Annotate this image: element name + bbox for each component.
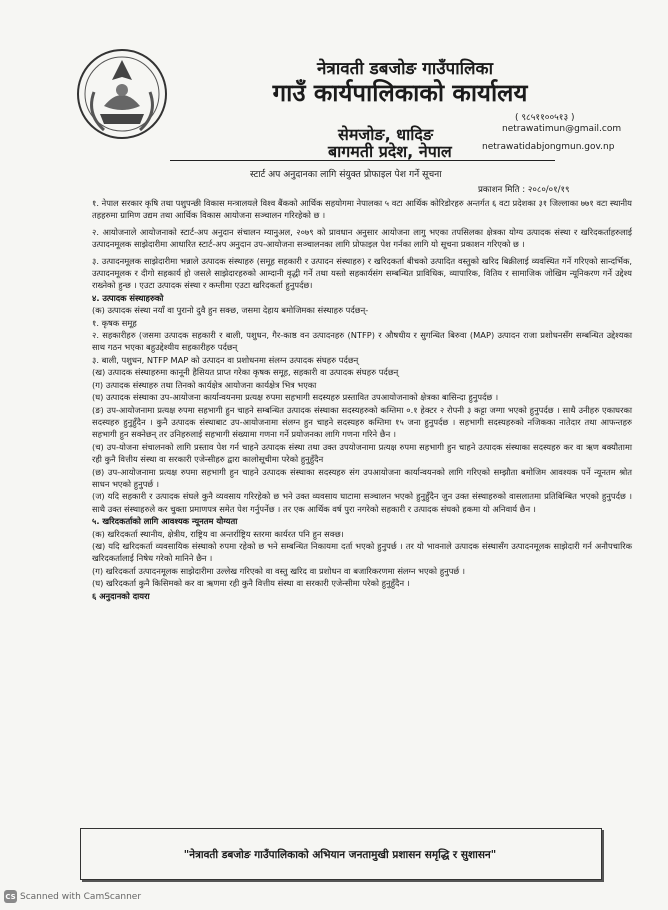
office-title: गाउँ कार्यपालिकाको कार्यालय <box>272 79 528 107</box>
camscanner-logo-icon: CS <box>4 890 17 903</box>
list-item: ३. बाली, पशुधन, NTFP MAP को उत्पादन वा प्रशोधनमा संलग्न उत्पादक संघहरु पर्दछन् <box>92 354 359 365</box>
paragraph: (ग) उत्पादक संस्थाहरु तथा तिनको कार्यक्षेत्र आयोजना कार्यक्षेत्र भित्र भएका <box>92 379 317 390</box>
scanner-text: Scanned with CamScanner <box>20 891 142 902</box>
publication-date: प्रकाशन मिति : २०८०/०१/१९ <box>478 185 570 195</box>
paragraph: (क) उत्पादक संस्था नयाँ वा पुरानो दुवै हुन सक्छ, जसमा देहाय बमोजिमका संस्थाहरु पर्दछन्- <box>92 305 369 316</box>
section-heading: ४. उत्पादक संस्थाहरुको <box>92 292 164 303</box>
paragraph: (ङ) उप-आयोजनामा प्रत्यक्ष रुपमा सहभागी हुन चाहने सम्बन्धित उत्पादक संस्थाका सदस्यहरुको कम्तिमा ०.१ हेक्टर २ रोपनी ३ कट्टा जग्गा भएको हुनुपर्दछ । साथै उनीहरु एकाघरका सदस्यहरु हुनुहुँदैन । कुनै उत्पादक संस्थाबाट उप-आयोजनामा संलग्न हुन चाहने सदस्यहरु कम्तिमा १५ जना हुनुपर्दछ । सहभागी सदस्यहरुको नजिकका नातेदार तथा आफन्तहरु सहभागी हुन सक्नेछन् तर उनिहरुलाई सहभागी संख्यामा गणना गर्ने प्रयोजनका लागि गणना गरिने छैन । <box>92 404 632 440</box>
slogan-text: "नेत्रावती डबजोङ गाउँपालिकाको अभियान जनतामुखी प्रशासन समृद्धि र सुशासन" <box>183 849 497 861</box>
office-location: सेमजोङ, धादिङ <box>338 125 434 144</box>
paragraph: १. नेपाल सरकार कृषि तथा पशुपन्छी विकास मन्त्रालयले विश्व बैंकको आर्थिक सहयोगमा नेपालका ५ वटा आर्थिक कोरिडोरहरु अन्तर्गत ६ वटा प्रदेशका ३१ जिल्लाका ७७१ वटा स्थानीय तहहरुमा ग्रामिण उद्यम तथा आर्थिक विकास आयोजना सञ्चालन गरिरहेको छ । <box>92 198 632 221</box>
nepal-emblem-icon <box>74 44 170 142</box>
website-address: netrawatidabjongmun.gov.np <box>482 142 615 152</box>
paragraph: (क) खरिदकर्ता स्थानीय, क्षेत्रीय, राष्ट्रिय वा अन्तर्राष्ट्रिय स्तरमा कार्यरत पनि हुन सक्छ। <box>92 528 344 539</box>
paragraph: (ग) खरिदकर्ता उत्पादनमूलक साझेदारीमा उल्लेख गरिएको वा वस्तु खरिद वा प्रशोधन वा बजारिकरणमा संलग्न भएको हुनुपर्छ । <box>92 565 466 576</box>
section-heading: ५. खरिदकर्ताको लागि आवश्यक न्यूनतम योग्यता <box>92 516 238 527</box>
section-heading: ६ अनुदानको दायरा <box>92 590 150 601</box>
notice-body <box>92 197 632 602</box>
paragraph: (ख) यदि खरिदकर्ता व्यवसायिक संस्थाको रुपमा रहेको छ भने सम्बन्धित निकायमा दर्ता भएको हुनुपर्छ । तर यो भावनाले उत्पादक संस्थासँग उत्पादनमूलक साझेदारी गर्न अनौपचारिक खरिदकर्तालाई निषेध गरेको मानिने छैन । <box>92 540 632 564</box>
paragraph: (छ) उप-आयोजनामा प्रत्यक्ष रुपमा सहभागी हुन चाहने उत्पादक संस्थाका सदस्यहरु संग उपआयोजना कार्यान्वयनको लागि गरिएको सम्झौता बमोजिम आवश्यक पर्ने न्यूनतम श्रोत साधन भएको हुनुपर्छ । <box>92 466 632 489</box>
list-item: १. कृषक समूह <box>92 317 137 328</box>
paragraph: (च) उप-योजना संचालनको लागि प्रस्ताव पेश गर्न चाहने उत्पादक संस्था तथा उक्त उपयोजनामा प्रत्यक्ष रुपमा सहभागी हुन चाहने उत्पादक संस्थाका सदस्यहरु कर वा ऋण बक्यौतामा रही कुनै वित्तीय संस्था वा सरकारी एजेन्सीहरु द्वारा कालोसूचीमा परेको हुनुहुँदैन <box>92 441 632 465</box>
header-divider <box>170 160 555 161</box>
paragraph: (घ) उत्पादक संस्थाका उप-आयोजना कार्यान्वयनमा प्रत्यक्ष रुपमा सहभागी सदस्यहरु प्रस्तावित उपआयोजनाको क्षेत्रका बासिन्दा हुनुपर्दछ । <box>92 392 499 403</box>
municipality-name: नेत्रावती डबजोङ गाउँपालिका <box>317 59 493 79</box>
list-item: २. सहकारीहरु (जसमा उत्पादक सहकारी र बाली, पशुधन, गैर-काष्ठ वन उत्पादनहरु (NTFP) र औषधीय र सुगन्धित बिरुवा (MAP) उत्पादन राजा प्रशोधनसँग सम्बन्धित उद्देश्यका साथ गठन भएका बहुउद्देश्यीय सहकारीहरु पर्दछन् <box>92 330 632 353</box>
paragraph: (घ) खरिदकर्ता कुनै किसिमको कर वा ऋणमा रही कुनै वित्तीय संस्था वा सरकारी एजेन्सीमा परेको हुनुहुँदैन । <box>92 578 410 589</box>
scanner-watermark <box>4 890 141 903</box>
paragraph: २. आयोजनाले आयोजनाको स्टार्ट-अप अनुदान संचालन म्यानुअल, २०७९ को प्रावधान अनुसार आयोजना लागु भएका तपसिलका क्षेत्रका योग्य उत्पादक संस्था र खरिदकर्ताहरुलाई उत्पादनमूलक साझेदारीमा आधारित स्टार्ट-अप अनुदान उप-आयोजना सञ्चालनका लागि प्रोफाइल पेश गर्नका लागि यो सूचना प्रकाशन गरिएको छ । <box>92 226 632 250</box>
email-address: netrawatimun@gmail.com <box>502 124 622 134</box>
province-line: बागमती प्रदेश, नेपाल <box>328 142 452 161</box>
notice-subject: स्टार्ट अप अनुदानका लागि संयुक्त प्रोफाइल पेश गर्ने सूचना <box>250 169 442 180</box>
paragraph: (ज) यदि सहकारी र उत्पादक संघले कुनै व्यवसाय गरिरहेको छ भने उक्त व्यवसाय घाटामा सञ्चालन भएको हुनुहुँदैन जुन उक्त संस्थाहरुको वासलातमा प्रतिबिम्बित भएको हुनुपर्दछ । साथै उक्त संस्थाहरुले कर चुक्ता प्रमाणपत्र समेत पेश गर्नुपर्नेछ । तर एक आर्थिक वर्ष पुरा नगरेको सहकारी र उत्पादक संघको हकमा यो अनिवार्य छैन । <box>92 491 632 514</box>
paragraph: (ख) उत्पादक संस्थाहरुमा कानूनी हैसियत प्राप्त गरेका कृषक समूह, सहकारी वा उत्पादक संघहरु पर्दछन् <box>92 367 399 378</box>
paragraph: ३. उत्पादनमूलक साझेदारीमा भन्नाले उत्पादक संस्थाहरु (समूह सहकारी र उत्पादन संस्थाहरु) र खरिदकर्ता बीचको उत्पादित वस्तुको खरिद बिक्रीलाई व्यवस्थित गर्ने गरिएको सान्दर्भिक, उत्पादनमूलक र दीगो सहकार्य हो जसले साझेदारहरुको आम्दानी वृद्धी गर्ने तथा यस्तो सहकार्यसंग सम्बन्धित प्राविधिक, व्यापारिक, वितिय र सामाजिक जोखिम न्यूनिकरण गर्ने उद्देश्य राख्नेको हुन्छ । एउटा उत्पादक संस्था र कम्तीमा एउटा खरिदकर्ता हुनुपर्दछ। <box>92 255 632 291</box>
phone-number: ( ९८५११००५१३ ) <box>515 113 575 123</box>
